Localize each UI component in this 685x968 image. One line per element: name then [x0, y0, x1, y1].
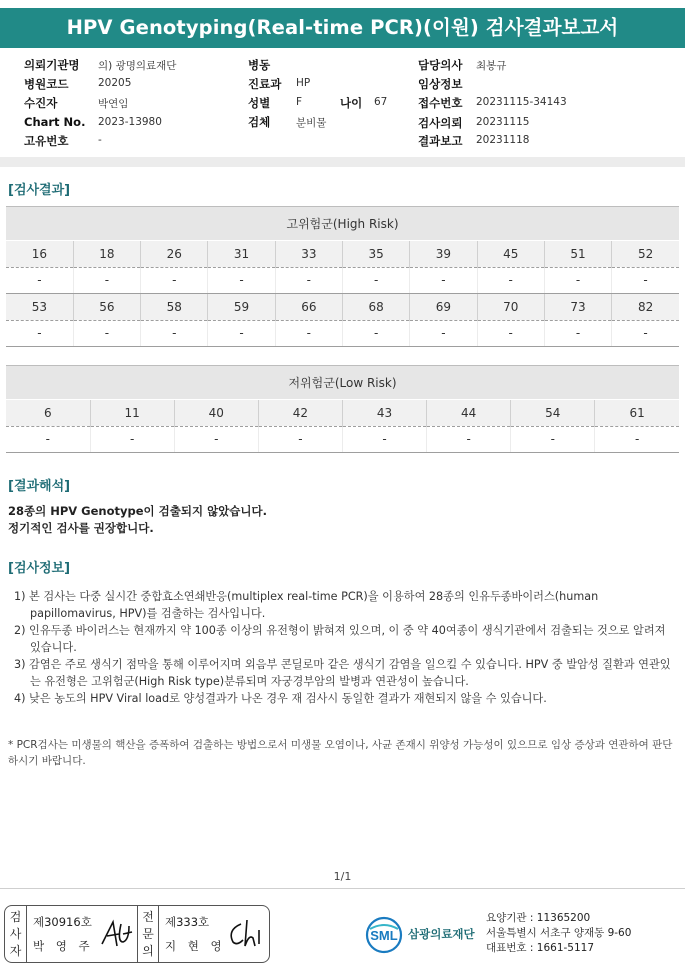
dept-label: 진료과 — [248, 77, 282, 91]
logo-mark-text: SML — [370, 928, 398, 943]
genotype-cell: 31 — [208, 241, 275, 267]
genotype-cell: 42 — [258, 400, 342, 426]
result-cell: - — [612, 267, 679, 293]
doctor-label: 담당의사 — [418, 58, 463, 72]
genotype-cell: 69 — [410, 294, 477, 320]
examiner-name: 박 영 주 — [33, 939, 94, 953]
low-risk-types-row — [6, 400, 679, 426]
page-number: 1/1 — [333, 870, 352, 883]
genotype-cell: 33 — [275, 241, 342, 267]
result-cell: - — [141, 320, 208, 346]
result-cell: - — [410, 320, 477, 346]
examiner-signature — [99, 916, 135, 952]
hospital-label: 의뢰기관명 — [24, 58, 80, 72]
genotype-cell: 35 — [342, 241, 409, 267]
code-value: 20205 — [98, 77, 132, 89]
doctor-value: 최봉규 — [476, 60, 507, 72]
report-footer — [0, 888, 685, 968]
code-label: 병원코드 — [24, 77, 69, 91]
receipt-value: 20231115-34143 — [476, 96, 567, 108]
test-info-section-title: [검사정보] — [8, 561, 71, 576]
result-cell: - — [477, 320, 544, 346]
result-cell: - — [6, 426, 90, 452]
chart-value: 2023-13980 — [98, 116, 162, 128]
result-cell: - — [174, 426, 258, 452]
unique-label: 고유번호 — [24, 134, 69, 148]
specialist-slot — [159, 906, 269, 962]
low-risk-results-row — [6, 426, 679, 452]
high-risk-table-2 — [6, 294, 679, 347]
genotype-cell: 44 — [427, 400, 511, 426]
genotype-cell: 66 — [275, 294, 342, 320]
institution-number: 요양기관 : 11365200 — [486, 912, 591, 924]
logo-name: 삼광의료재단 — [408, 927, 475, 941]
genotype-cell: 54 — [511, 400, 595, 426]
result-cell: - — [208, 267, 275, 293]
receiver-value: 박연임 — [98, 98, 129, 110]
result-cell: - — [208, 320, 275, 346]
test-info-notes — [8, 588, 678, 707]
note-item: 3) 감염은 주로 생식기 점막을 통해 이루어지며 외음부 콘딜로마 같은 생식기 감염을 일으킬 수 있습니다. HPV 중 발암성 질환과 연관있는 유전형은 고위험군(High Risk type)분류되며 자궁경부암의 발병과 연관성이 높습니다. — [14, 658, 671, 688]
result-cell: - — [6, 320, 73, 346]
result-cell: - — [595, 426, 679, 452]
low-risk-heading: 저위험군(Low Risk) — [6, 365, 679, 399]
high-risk-results-row-1 — [6, 267, 679, 293]
receiver-label: 수진자 — [24, 96, 58, 110]
request-label: 검사의뢰 — [418, 116, 463, 130]
result-cell: - — [73, 267, 140, 293]
examiner-slot — [27, 906, 137, 962]
interpretation-section-title: [결과해석] — [8, 479, 71, 494]
specialist-license: 제333호 — [165, 915, 210, 929]
request-value: 20231115 — [476, 116, 530, 128]
specimen-value: 분비물 — [296, 117, 327, 129]
result-cell: - — [90, 426, 174, 452]
results-section-title: [검사결과] — [8, 183, 71, 198]
note-item: 1) 본 검사는 다중 실시간 중합효소연쇄반응(multiplex real-time PCR)을 이용하여 28종의 인유두종바이러스(human papillomavirus, HPV)를 검출하는 검사입니다. — [14, 590, 599, 620]
unique-value: - — [98, 134, 102, 146]
genotype-cell: 43 — [343, 400, 427, 426]
result-cell: - — [427, 426, 511, 452]
genotype-cell: 45 — [477, 241, 544, 267]
specialist-name: 지 현 영 — [165, 939, 226, 953]
chart-label: Chart No. — [24, 115, 86, 129]
specialist-signature — [225, 916, 265, 952]
genotype-cell: 61 — [595, 400, 679, 426]
genotype-cell: 58 — [141, 294, 208, 320]
note-item: 4) 낮은 농도의 HPV Viral load로 양성결과가 나온 경우 재 검사시 동일한 결과가 재현되지 않을 수 있습니다. — [14, 692, 547, 705]
genotype-cell: 26 — [141, 241, 208, 267]
genotype-cell: 52 — [612, 241, 679, 267]
result-cell: - — [342, 267, 409, 293]
result-cell: - — [544, 267, 611, 293]
genotype-cell: 6 — [6, 400, 90, 426]
age-label: 나이 — [340, 96, 363, 110]
hospital-value: 의) 광명의료재단 — [98, 60, 177, 72]
low-risk-table — [6, 400, 679, 453]
result-cell: - — [544, 320, 611, 346]
genotype-cell: 18 — [73, 241, 140, 267]
report-value: 20231118 — [476, 134, 530, 146]
report-title: HPV Genotyping(Real-time PCR)(이원) 검사결과보고서 — [0, 8, 685, 48]
result-cell: - — [612, 320, 679, 346]
genotype-cell: 56 — [73, 294, 140, 320]
sex-label: 성별 — [248, 96, 271, 110]
note-item: 2) 인유두종 바이러스는 현재까지 약 100종 이상의 유전형이 밝혀져 있으며, 이 중 약 40여종이 생식기관에서 검출되는 것으로 알려져 있습니다. — [14, 624, 666, 654]
genotype-cell: 53 — [6, 294, 73, 320]
ward-label: 병동 — [248, 58, 271, 72]
result-cell: - — [258, 426, 342, 452]
result-cell: - — [410, 267, 477, 293]
result-cell: - — [141, 267, 208, 293]
interpretation-line: 28종의 HPV Genotype이 검출되지 않았습니다. — [8, 504, 267, 518]
high-risk-results-row-2 — [6, 320, 679, 346]
genotype-cell: 82 — [612, 294, 679, 320]
sex-value: F — [296, 96, 303, 108]
result-cell: - — [73, 320, 140, 346]
result-cell: - — [343, 426, 427, 452]
genotype-cell: 39 — [410, 241, 477, 267]
clinical-label: 임상정보 — [418, 77, 463, 91]
high-risk-heading: 고위험군(High Risk) — [6, 206, 679, 240]
report-label: 결과보고 — [418, 134, 463, 148]
genotype-cell: 51 — [544, 241, 611, 267]
high-risk-types-row-1 — [6, 241, 679, 267]
section-divider — [0, 157, 685, 167]
institution-phone: 대표번호 : 1661-5117 — [486, 942, 595, 954]
examiner-label: 검 사 자 — [5, 906, 27, 962]
result-cell: - — [342, 320, 409, 346]
institution-info — [486, 911, 631, 956]
result-cell: - — [477, 267, 544, 293]
examiner-license: 제30916호 — [33, 915, 92, 929]
result-cell: - — [511, 426, 595, 452]
high-risk-types-row-2 — [6, 294, 679, 320]
patient-info — [0, 52, 685, 154]
specialist-label: 전 문 의 — [137, 906, 159, 962]
genotype-cell: 70 — [477, 294, 544, 320]
age-value: 67 — [374, 96, 388, 108]
genotype-cell: 59 — [208, 294, 275, 320]
interpretation-text — [8, 503, 267, 537]
high-risk-table-1 — [6, 241, 679, 294]
genotype-cell: 16 — [6, 241, 73, 267]
receipt-label: 접수번호 — [418, 96, 463, 110]
institution-address: 서울특별시 서초구 양재동 9-60 — [486, 927, 632, 939]
dept-value: HP — [296, 77, 311, 89]
genotype-cell: 40 — [174, 400, 258, 426]
genotype-cell: 73 — [544, 294, 611, 320]
signature-box — [4, 905, 270, 963]
result-cell: - — [275, 267, 342, 293]
specimen-label: 검체 — [248, 115, 271, 129]
genotype-cell: 11 — [90, 400, 174, 426]
result-cell: - — [275, 320, 342, 346]
result-cell: - — [6, 267, 73, 293]
interpretation-line: 정기적인 검사를 권장합니다. — [8, 521, 154, 535]
footnote: * PCR검사는 미생물의 핵산을 증폭하여 검출하는 방법으로서 미생물 오염이나, 사균 존재시 위양성 가능성이 있으므로 임상 증상과 연관하여 판단하시기 바랍니다. — [8, 739, 673, 767]
genotype-cell: 68 — [342, 294, 409, 320]
